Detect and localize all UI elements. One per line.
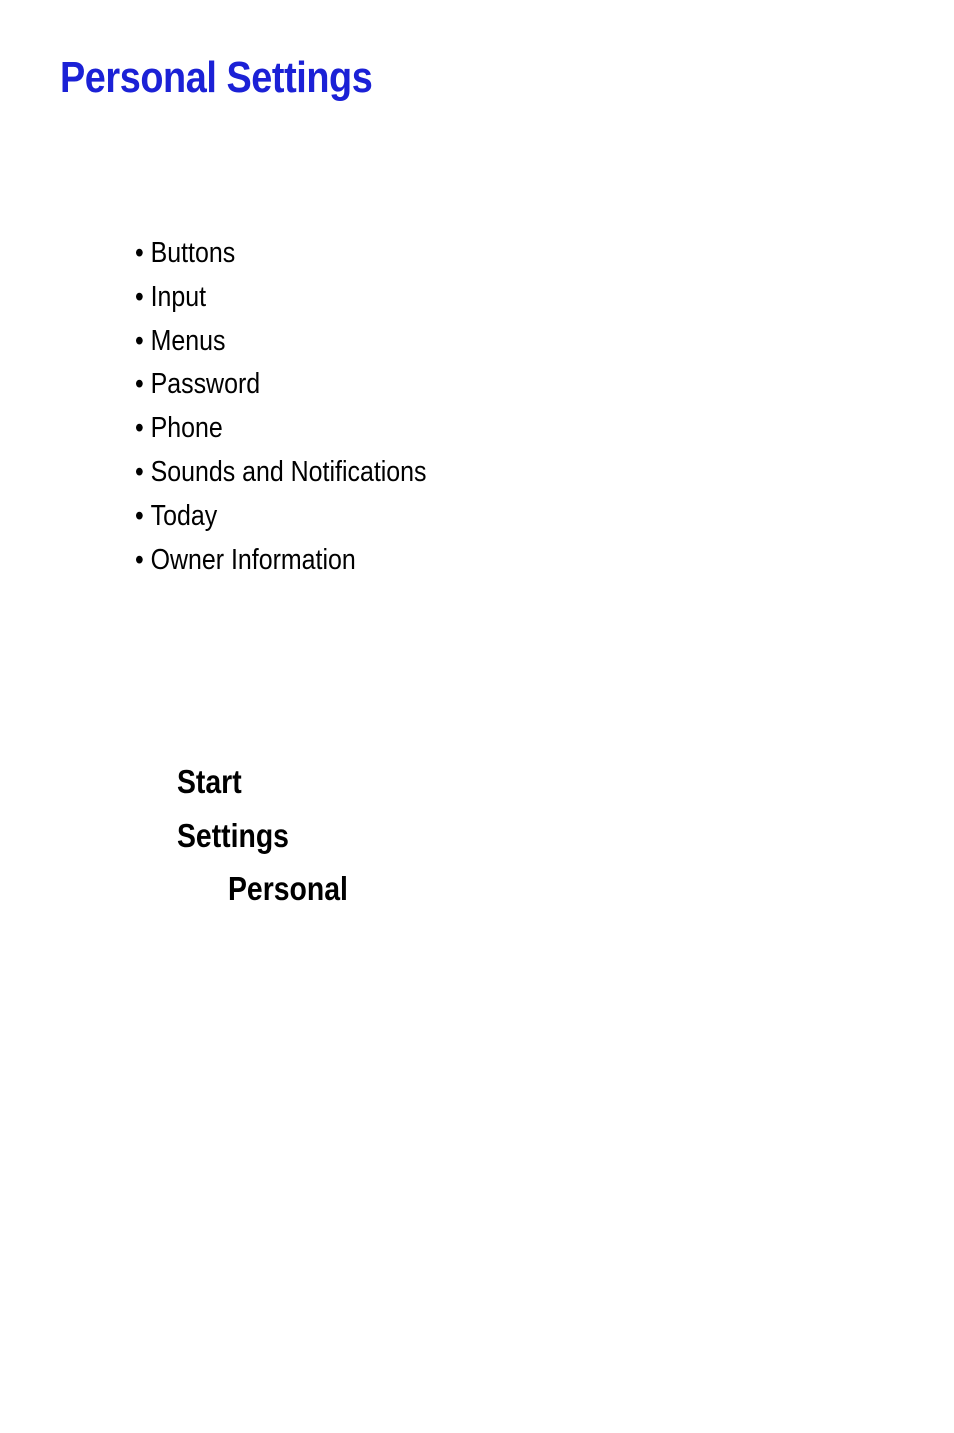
nav-step-start: Start bbox=[177, 763, 242, 800]
list-item-label: Phone bbox=[150, 412, 223, 445]
bullet-icon: • bbox=[135, 324, 144, 357]
list-item-buttons bbox=[135, 232, 427, 276]
bullet-icon: • bbox=[135, 237, 144, 269]
list-item-sounds-and-notifications bbox=[135, 451, 427, 495]
list-item-phone bbox=[135, 407, 427, 451]
nav-step-settings: Settings bbox=[177, 817, 289, 854]
personal-settings-list bbox=[135, 232, 474, 582]
nav-step-personal: Personal bbox=[228, 870, 348, 907]
list-item-today bbox=[135, 495, 427, 539]
list-item-label: Menus bbox=[150, 324, 226, 357]
list-item-owner-information bbox=[135, 539, 427, 583]
bullet-icon: • bbox=[135, 455, 144, 488]
list-item-label: Sounds and Notifications bbox=[150, 455, 427, 488]
bullet-icon: • bbox=[135, 499, 144, 532]
bullet-icon: • bbox=[135, 412, 144, 445]
list-item-label: Password bbox=[150, 368, 261, 401]
bullet-icon: • bbox=[135, 543, 144, 576]
list-item-label: Input bbox=[150, 280, 207, 313]
list-item-label: Owner Information bbox=[150, 543, 356, 576]
list-item-label: Today bbox=[150, 499, 218, 532]
list-item-input bbox=[135, 276, 427, 320]
page-title: Personal Settings bbox=[60, 53, 373, 102]
list-item-label: Buttons bbox=[150, 237, 236, 269]
list-item-menus bbox=[135, 320, 427, 364]
bullet-icon: • bbox=[135, 280, 144, 313]
bullet-icon: • bbox=[135, 368, 144, 401]
list-item-password bbox=[135, 363, 427, 407]
